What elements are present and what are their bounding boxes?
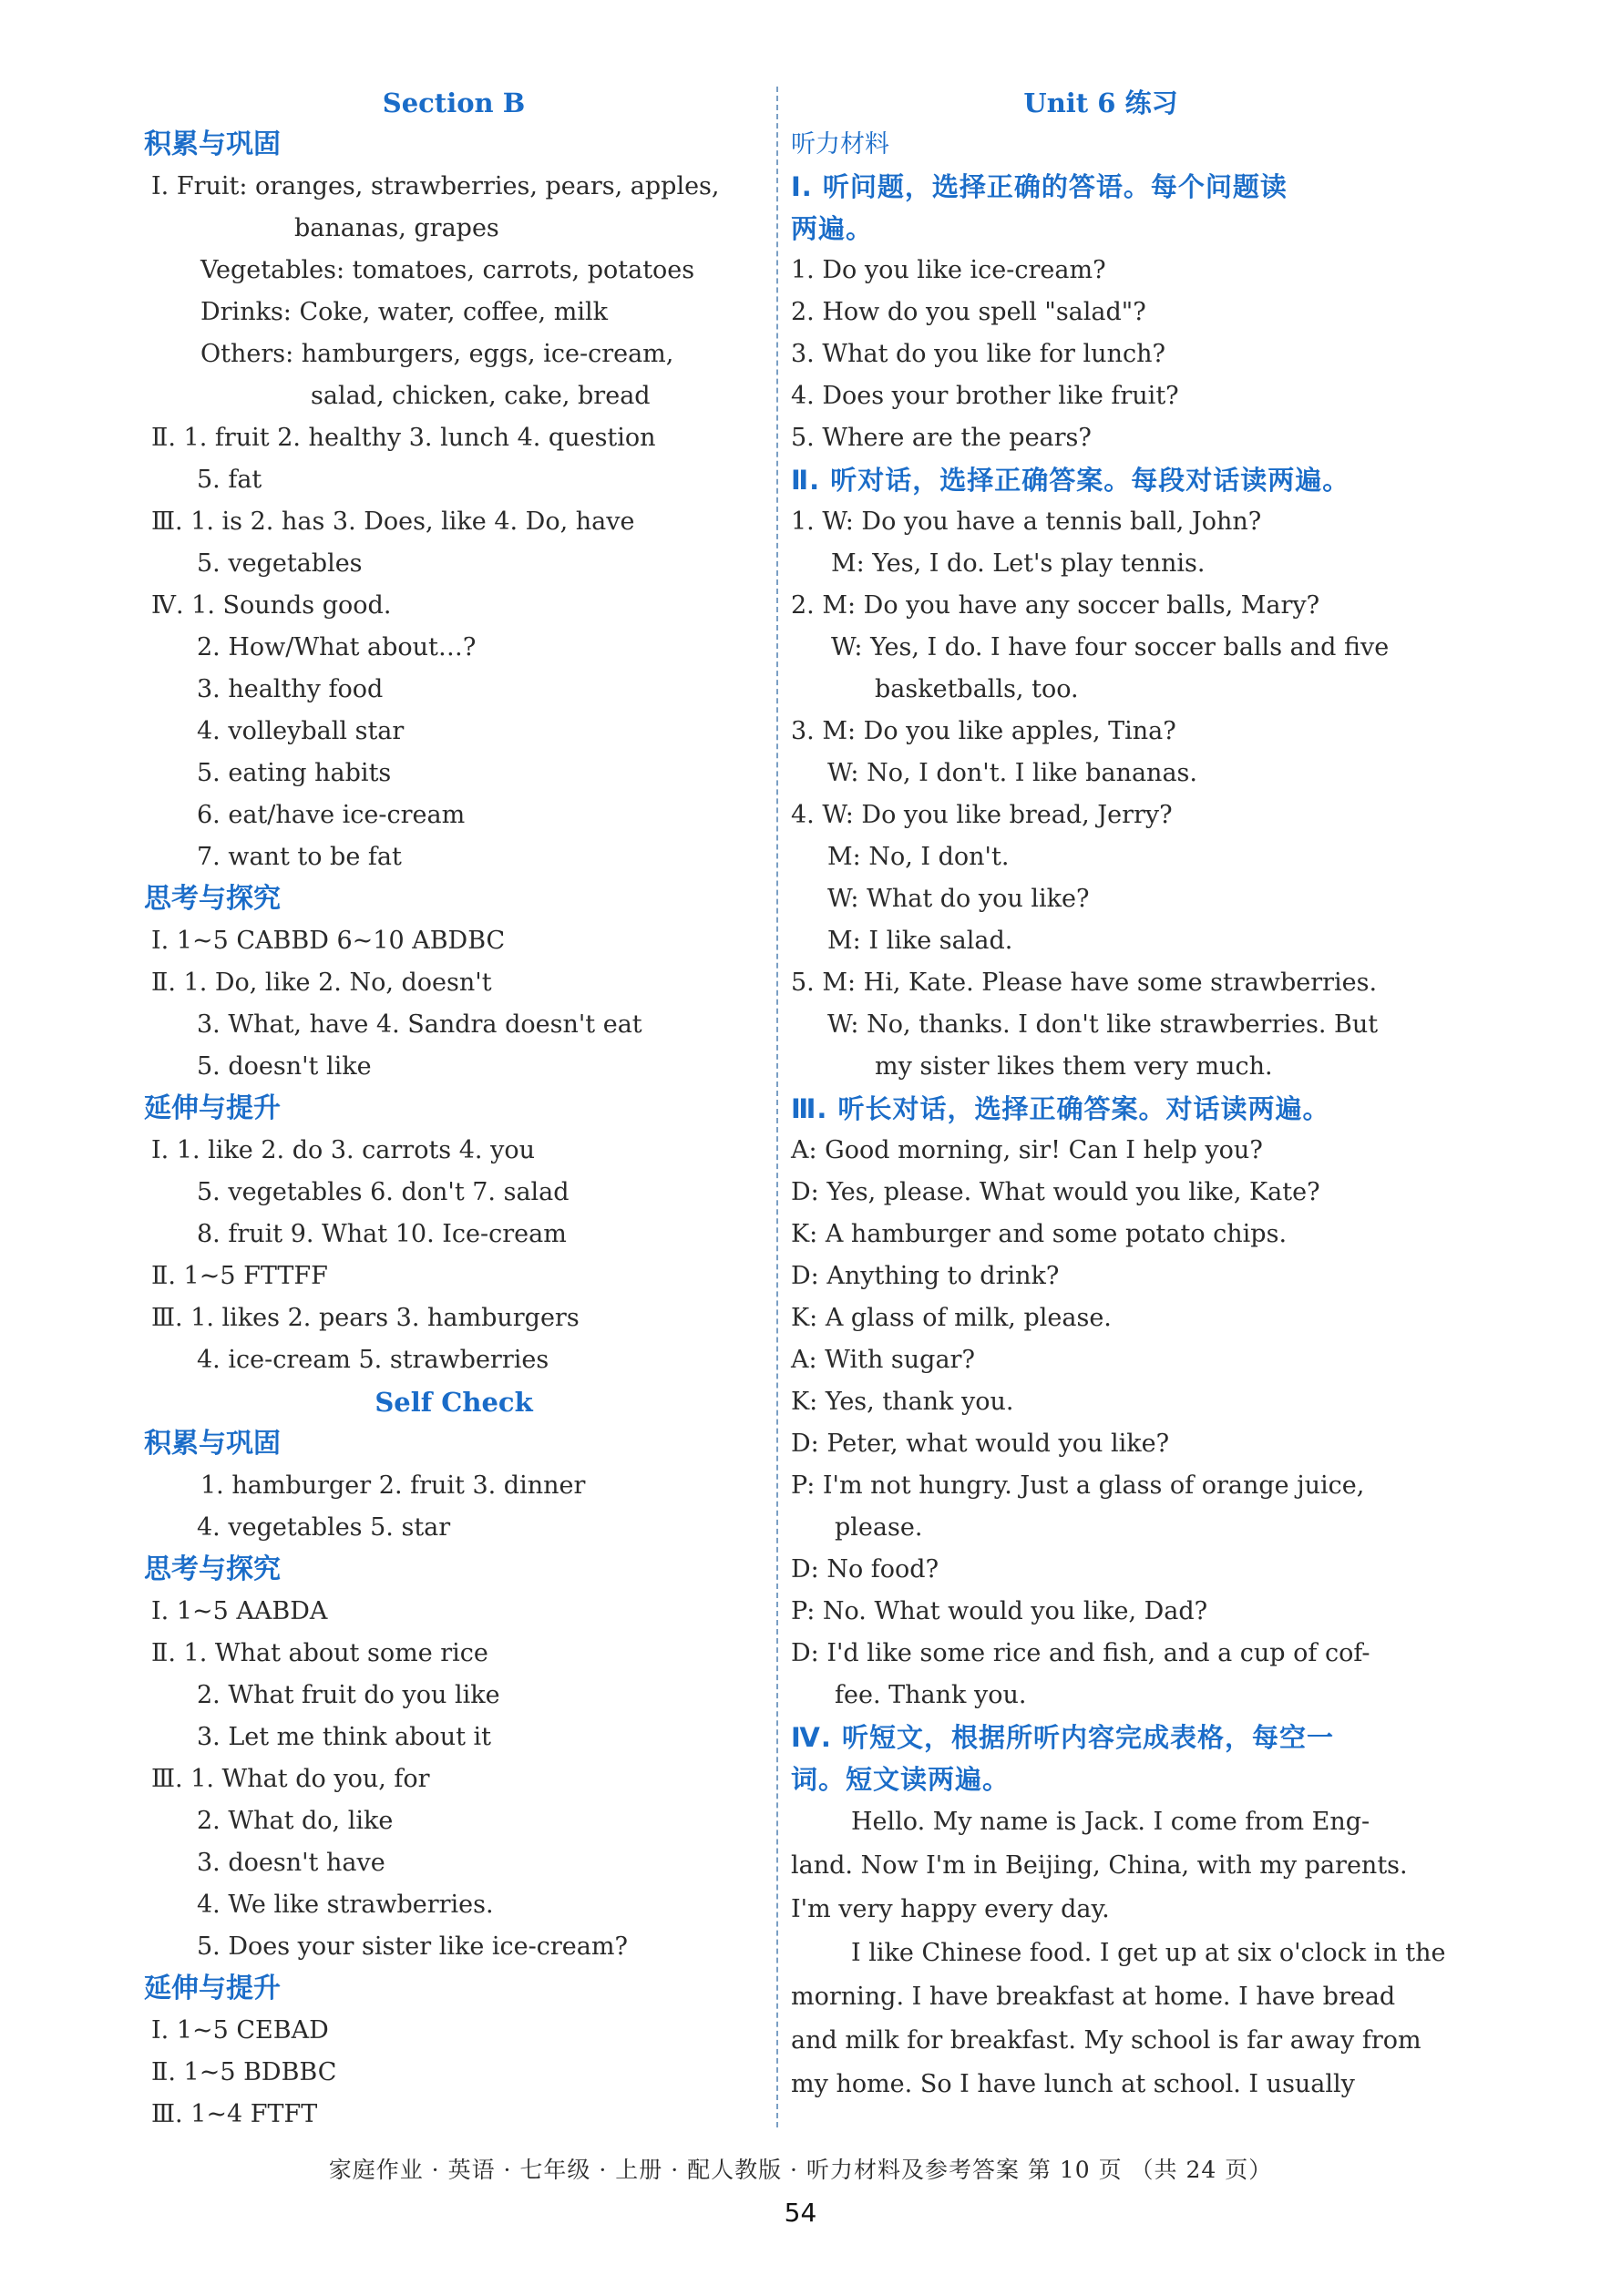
answer-line: M: No, I don't. bbox=[827, 843, 1010, 871]
answer-line: 5. Where are the pears? bbox=[791, 424, 1092, 452]
answer-line: 5. fat bbox=[197, 466, 262, 494]
section-heading: 思考与探究 bbox=[144, 1553, 281, 1585]
section-heading: Ⅰ. 听问题，选择正确的答语。每个问题读 bbox=[791, 171, 1288, 202]
answer-line: D: Yes, please. What would you like, Kate? bbox=[791, 1178, 1320, 1206]
answer-line: W: What do you like? bbox=[827, 885, 1090, 913]
answer-line: 3. healthy food bbox=[197, 675, 384, 703]
answer-line: 8. fruit 9. What 10. Ice-cream bbox=[197, 1220, 567, 1248]
answer-line: Ⅱ. 1. Do, like 2. No, doesn't bbox=[151, 969, 492, 997]
answer-line: Ⅲ. 1. What do you, for bbox=[151, 1765, 430, 1793]
section-heading: 词。短文读两遍。 bbox=[791, 1764, 1011, 1795]
answer-line: K: A glass of milk, please. bbox=[791, 1304, 1112, 1332]
answer-line: Drinks: Coke, water, coffee, milk bbox=[200, 298, 608, 326]
answer-line: Ⅳ. 1. Sounds good. bbox=[151, 591, 392, 620]
answer-line: 3. doesn't have bbox=[197, 1849, 385, 1877]
answer-line: 5. doesn't like bbox=[197, 1052, 372, 1081]
answer-line: 5. eating habits bbox=[197, 759, 392, 787]
answer-line: 4. ice-cream 5. strawberries bbox=[197, 1346, 549, 1374]
answer-line: 2. How/What about…? bbox=[197, 633, 477, 661]
answer-line: 5. vegetables 6. don't 7. salad bbox=[197, 1178, 570, 1206]
answer-line: 5. vegetables bbox=[197, 549, 363, 578]
answer-line: Ⅰ. Fruit: oranges, strawberries, pears, apples, bbox=[151, 172, 720, 200]
answer-line: 4. Does your brother like fruit? bbox=[791, 382, 1179, 410]
answer-line: please. bbox=[835, 1513, 923, 1542]
answer-line: W: No, I don't. I like bananas. bbox=[827, 759, 1197, 787]
answer-line: basketballs, too. bbox=[875, 675, 1079, 703]
answer-line: Ⅱ. 1. What about some rice bbox=[151, 1639, 488, 1667]
answer-line: Ⅰ. 1. like 2. do 3. carrots 4. you bbox=[151, 1136, 535, 1164]
answer-line: D: Peter, what would you like? bbox=[791, 1430, 1170, 1458]
answer-line: M: I like salad. bbox=[827, 927, 1013, 955]
answer-line: bananas, grapes bbox=[294, 214, 499, 242]
answer-line: W: No, thanks. I don't like strawberries. But bbox=[827, 1010, 1379, 1039]
answer-line: A: Good morning, sir! Can I help you? bbox=[791, 1136, 1263, 1164]
answer-line: 2. What do, like bbox=[197, 1807, 394, 1835]
answer-line: Others: hamburgers, eggs, ice-cream, bbox=[200, 340, 674, 368]
answer-line: 4. W: Do you like bread, Jerry? bbox=[791, 801, 1173, 829]
answer-line: P: No. What would you like, Dad? bbox=[791, 1597, 1208, 1625]
answer-line: K: A hamburger and some potato chips. bbox=[791, 1220, 1288, 1248]
section-heading: 延伸与提升 bbox=[144, 1973, 281, 2004]
section-title: Section B bbox=[382, 87, 526, 118]
section-heading: 积累与巩固 bbox=[144, 1428, 281, 1460]
answer-line: P: I'm not hungry. Just a glass of orange juice, bbox=[791, 1471, 1365, 1500]
left-column bbox=[144, 82, 764, 2136]
passage-line: morning. I have breakfast at home. I have bread bbox=[791, 1983, 1396, 2011]
answer-line: 4. We like strawberries. bbox=[197, 1891, 494, 1919]
answer-line: 2. How do you spell "salad"? bbox=[791, 298, 1146, 326]
section-title: Unit 6 练习 bbox=[1023, 87, 1178, 118]
answer-line: 1. Do you like ice-cream? bbox=[791, 256, 1106, 284]
passage-line: my home. So I have lunch at school. I usually bbox=[791, 2070, 1355, 2098]
section-heading: 积累与巩固 bbox=[144, 128, 281, 160]
column-divider bbox=[776, 87, 778, 2127]
passage-line: Hello. My name is Jack. I come from Eng- bbox=[851, 1808, 1370, 1836]
answer-line: 1. W: Do you have a tennis ball, John? bbox=[791, 507, 1262, 536]
answer-line: 7. want to be fat bbox=[197, 843, 402, 871]
answer-line: 1. hamburger 2. fruit 3. dinner bbox=[200, 1471, 586, 1500]
answer-line: M: Yes, I do. Let's play tennis. bbox=[831, 549, 1206, 578]
answer-line: D: I'd like some rice and fish, and a cup of cof- bbox=[791, 1639, 1370, 1667]
right-column bbox=[791, 82, 1446, 2106]
answer-line: 3. M: Do you like apples, Tina? bbox=[791, 717, 1176, 745]
page-footer: 家庭作业 · 英语 · 七年级 · 上册 · 配人教版 · 听力材料及参考答案 第 10 页 （共 24 页） bbox=[328, 2157, 1273, 2183]
answer-line: my sister likes them very much. bbox=[875, 1052, 1273, 1081]
answer-line: 4. vegetables 5. star bbox=[197, 1513, 451, 1542]
section-heading: 延伸与提升 bbox=[144, 1092, 281, 1124]
answer-line: salad, chicken, cake, bread bbox=[311, 382, 651, 410]
answer-line: 4. volleyball star bbox=[197, 717, 405, 745]
answer-line: 3. What do you like for lunch? bbox=[791, 340, 1165, 368]
answer-line: Vegetables: tomatoes, carrots, potatoes bbox=[200, 256, 695, 284]
section-heading: Ⅲ. 听长对话，选择正确答案。对话读两遍。 bbox=[791, 1093, 1330, 1124]
answer-line: W: Yes, I do. I have four soccer balls and five bbox=[831, 633, 1390, 661]
answer-line: Ⅲ. 1. likes 2. pears 3. hamburgers bbox=[151, 1304, 580, 1332]
answer-line: Ⅱ. 1~5 FTTFF bbox=[151, 1262, 328, 1290]
passage-line: I like Chinese food. I get up at six o'clock in the bbox=[851, 1939, 1446, 1967]
answer-line: Ⅱ. 1. fruit 2. healthy 3. lunch 4. question bbox=[151, 424, 656, 452]
passage-line: I'm very happy every day. bbox=[791, 1895, 1110, 1923]
answer-line: Ⅰ. 1~5 CEBAD bbox=[151, 2016, 329, 2045]
answer-line: A: With sugar? bbox=[791, 1346, 975, 1374]
passage-line: and milk for breakfast. My school is far away from bbox=[791, 2026, 1421, 2055]
section-title: Self Check bbox=[375, 1387, 533, 1418]
answer-line: Ⅱ. 1~5 BDBBC bbox=[151, 2058, 337, 2086]
section-heading: 听力材料 bbox=[791, 130, 889, 159]
answer-line: 2. M: Do you have any soccer balls, Mary? bbox=[791, 591, 1320, 620]
section-heading: Ⅳ. 听短文，根据所听内容完成表格，每空一 bbox=[791, 1722, 1334, 1753]
answer-line: 6. eat/have ice-cream bbox=[197, 801, 466, 829]
answer-line: 2. What fruit do you like bbox=[197, 1681, 500, 1709]
section-heading: Ⅱ. 听对话，选择正确答案。每段对话读两遍。 bbox=[791, 465, 1350, 496]
section-heading: 两遍。 bbox=[791, 213, 874, 244]
answer-line: 5. M: Hi, Kate. Please have some strawberries. bbox=[791, 969, 1378, 997]
page-number: 54 bbox=[784, 2198, 817, 2228]
answer-line: Ⅲ. 1. is 2. has 3. Does, like 4. Do, have bbox=[151, 507, 635, 536]
answer-line: D: Anything to drink? bbox=[791, 1262, 1060, 1290]
passage-line: land. Now I'm in Beijing, China, with my parents. bbox=[791, 1851, 1408, 1880]
answer-line: Ⅰ. 1~5 CABBD 6~10 ABDBC bbox=[151, 927, 506, 955]
answer-line: Ⅲ. 1~4 FTFT bbox=[151, 2100, 318, 2128]
answer-line: 3. What, have 4. Sandra doesn't eat bbox=[197, 1010, 642, 1039]
answer-line: fee. Thank you. bbox=[835, 1681, 1027, 1709]
section-heading: 思考与探究 bbox=[144, 883, 281, 915]
answer-line: D: No food? bbox=[791, 1555, 939, 1584]
answer-line: Ⅰ. 1~5 AABDA bbox=[151, 1597, 328, 1625]
answer-line: K: Yes, thank you. bbox=[791, 1388, 1014, 1416]
answer-line: 5. Does your sister like ice-cream? bbox=[197, 1932, 628, 1961]
answer-line: 3. Let me think about it bbox=[197, 1723, 491, 1751]
